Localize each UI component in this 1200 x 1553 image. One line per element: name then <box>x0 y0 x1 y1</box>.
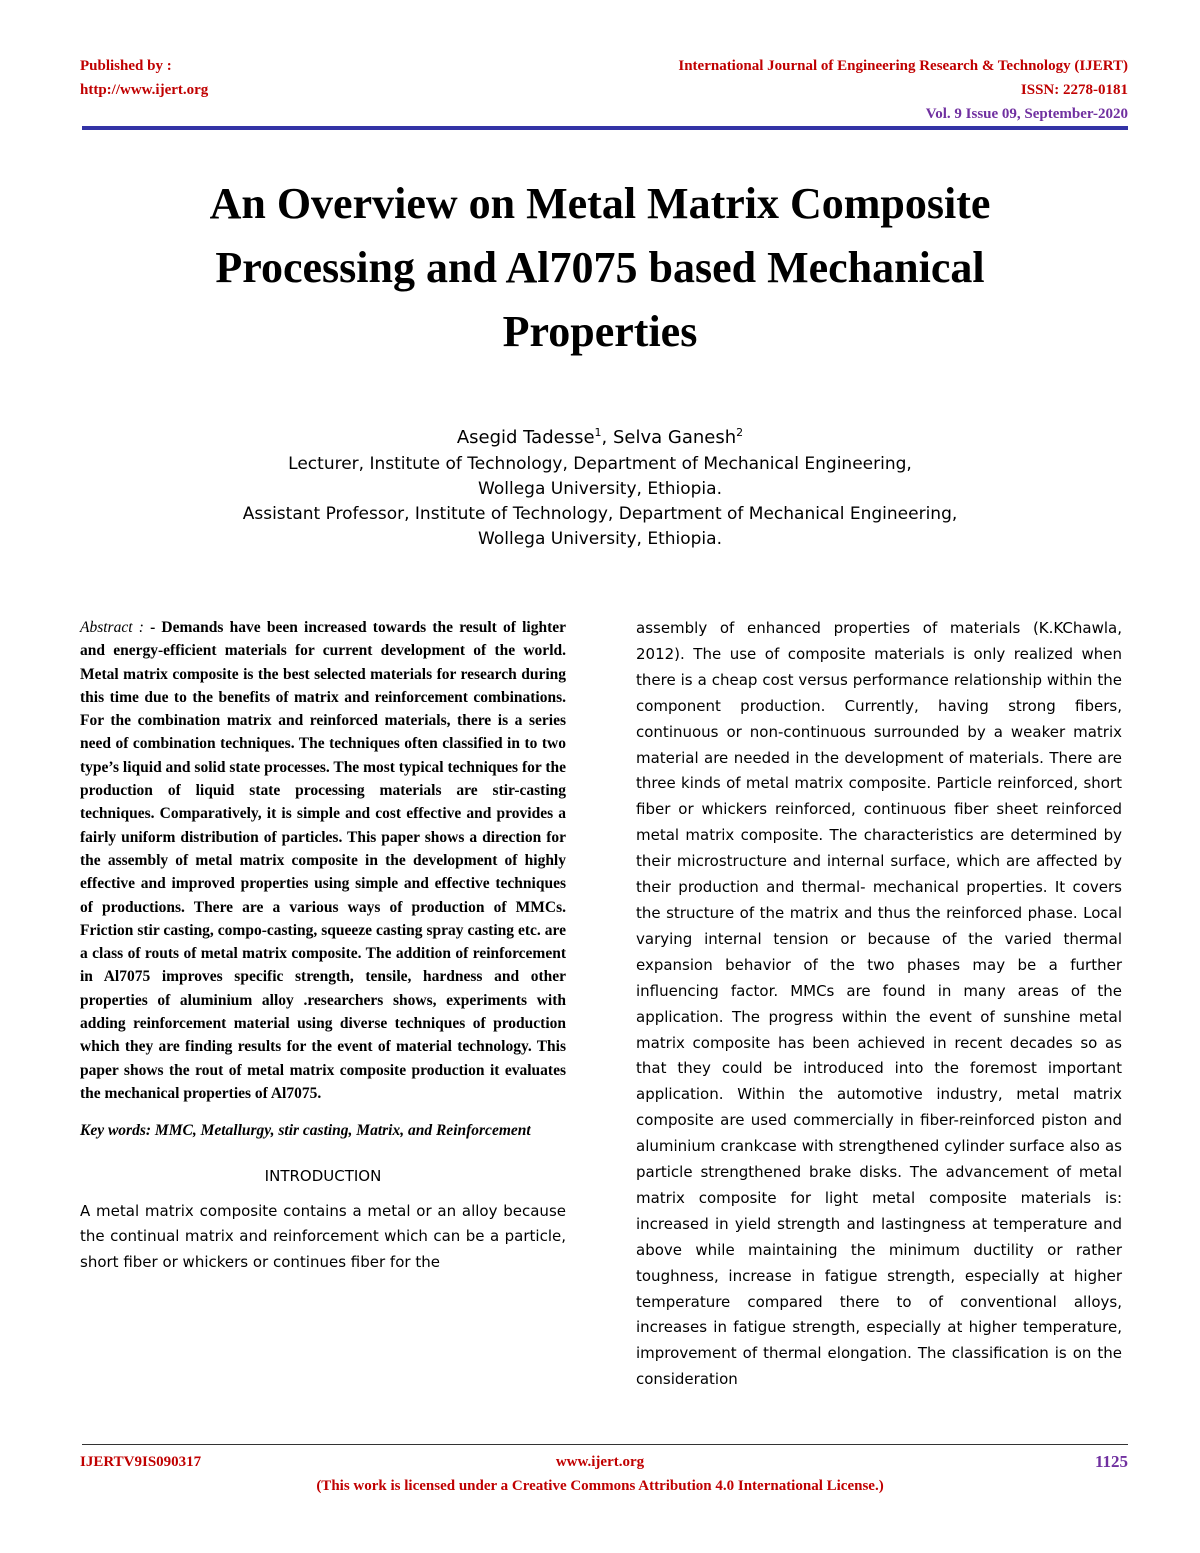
author-names <box>200 420 1000 450</box>
right-column-paragraph: assembly of enhanced properties of materials (K.KChawla, 2012). The use of composite materials is only realized when there is a cheap cost versus performance relationship within the component production. Currently, having strong fibers, continuous or non-continuous surrounded by a weaker matrix material are needed in the development of materials. There are three kinds of metal matrix composite. Particle reinforced, short fiber or whickers reinforced, continuous fiber sheet reinforced metal matrix composite. The characteristics are determined by their microstructure and internal surface, which are affected by their production and thermal- mechanical properties. It covers the structure of the matrix and thus the reinforced phase. Local varying internal tension or because of the varied thermal expansion behavior of the two phases may be a further influencing factor. MMCs are found in many areas of the application. The progress within the event of sunshine metal matrix composite has been achieved in recent decades so as that they could be introduced into the foremost important application. Within the automotive industry, metal matrix composite are used commercially in fiber-reinforced piston and aluminium crankcase with strengthened cylinder surface also as particle strengthened brake disks. The advancement of metal matrix composite for light metal composite materials is: increased in yield strength and lastingness at temperature and above while maintaining the minimum ductility or rather toughness, increase in fatigue strength, especially at higher temperature compared there to of conventional alloys, increases in fatigue strength, especially at higher temperature, improvement of thermal elongation. The classification is on the consideration <box>636 619 1122 1389</box>
journal-url-link[interactable]: http://www.ijert.org <box>80 82 209 98</box>
affiliation-1-line-1: Lecturer, Institute of Technology, Department of Mechanical Engineering, <box>288 454 912 474</box>
author-1-sup: 1 <box>594 426 602 439</box>
keywords: Key words: MMC, Metallurgy, stir casting, Matrix, and Reinforcement <box>80 1122 531 1140</box>
header-divider <box>82 126 1128 130</box>
right-column <box>636 616 1122 1393</box>
footer-divider <box>82 1444 1128 1445</box>
header-right <box>678 54 1128 126</box>
footer-url-link[interactable]: www.ijert.org <box>555 1454 645 1470</box>
author-1: Asegid Tadesse <box>456 427 595 448</box>
header-left <box>80 54 208 102</box>
license-notice: (This work is licensed under a Creative Commons Attribution 4.0 International License.) <box>316 1478 884 1494</box>
author-block <box>200 420 1000 552</box>
introduction-paragraph: A metal matrix composite contains a metal or an alloy because the continual matrix and reinforcement which can be a particle, short fiber or whickers or continues fiber for the <box>80 1201 566 1272</box>
title-line-2: Processing and Al7075 based Mechanical <box>215 243 985 292</box>
paper-id: IJERTV9IS090317 <box>80 1454 202 1470</box>
author-2-sup: 2 <box>736 426 744 439</box>
affiliation-2-line-1: Assistant Professor, Institute of Technology, Department of Mechanical Engineering, <box>242 504 958 524</box>
published-by-label: Published by : <box>80 58 172 74</box>
author-separator: , <box>601 427 613 448</box>
journal-name: International Journal of Engineering Research & Technology (IJERT) <box>678 58 1128 74</box>
section-heading-introduction: INTRODUCTION <box>264 1166 382 1185</box>
issn: ISSN: 2278-0181 <box>1020 82 1128 98</box>
title-line-1: An Overview on Metal Matrix Composite <box>209 179 991 228</box>
affiliation-1-line-2: Wollega University, Ethiopia. <box>478 479 722 499</box>
author-2: Selva Ganesh <box>613 427 737 448</box>
left-column <box>80 616 566 1276</box>
volume-issue: Vol. 9 Issue 09, September-2020 <box>925 106 1128 122</box>
affiliation-2-line-2: Wollega University, Ethiopia. <box>478 529 722 549</box>
abstract-label: Abstract : <box>80 619 144 636</box>
page-number: 1125 <box>1094 1452 1128 1471</box>
abstract <box>80 616 566 1105</box>
paper-title <box>120 172 1080 364</box>
abstract-text: - Demands have been increased towards the result of lighter and energy-efficient materials for current development of the world. Metal matrix composite is the best selected materials for research during this time due to the benefits of matrix and reinforcement combinations. For the combination matrix and reinforced materials, there is a series need of combination techniques. The techniques often classified in to two type’s liquid and solid state processes. The most typical techniques for the production of liquid state processing materials are stir-casting techniques. Comparatively, it is simple and cost effective and provides a fairly uniform distribution of particles. This paper shows a direction for the assembly of metal matrix composite in the development of highly effective and improved properties using simple and effective techniques of productions. There are a various ways of production of MMCs. Friction stir casting, compo-casting, squeeze casting spray casting etc. are a class of routs of metal matrix composite. The addition of reinforcement in Al7075 improves specific strength, tensile, hardness and other properties of aluminium alloy .researchers shows, experiments with adding reinforcement material using diverse techniques of production which they are finding results for the event of material technology. This paper shows the rout of metal matrix composite production it evaluates the mechanical properties of Al7075. <box>80 619 567 1102</box>
title-line-3: Properties <box>502 307 698 356</box>
